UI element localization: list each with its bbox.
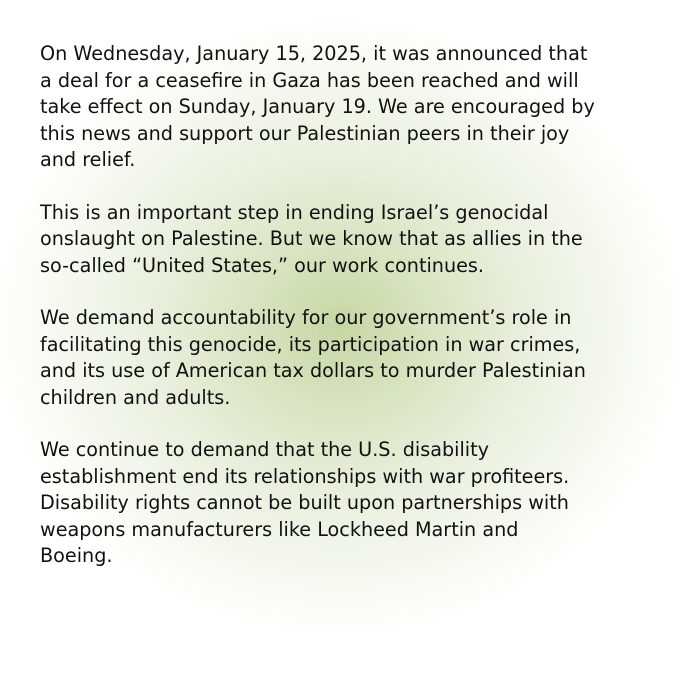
paragraph-ceasefire-announcement (40, 41, 660, 174)
text-line: Disability rights cannot be built upon partnerships with (40, 491, 569, 514)
text-line: take effect on Sunday, January 19. We are encouraged by (40, 95, 595, 118)
text-line: We continue to demand that the U.S. disability (40, 438, 490, 461)
text-line: We demand accountability for our government’s role in (40, 306, 572, 329)
text-line: and relief. (40, 148, 136, 171)
statement-text (40, 41, 660, 596)
text-line: establishment end its relationships with war profiteers. (40, 464, 570, 488)
text-line: facilitating this genocide, its participation in war crimes, (40, 332, 581, 356)
paragraph-accountability (40, 305, 660, 411)
text-line: On Wednesday, January 15, 2025, it was announced that (40, 42, 588, 65)
paragraph-disability-establishment (40, 437, 660, 570)
text-line: this news and support our Palestinian peers in their joy (40, 121, 570, 145)
paragraph-important-step (40, 200, 660, 280)
text-line: This is an important step in ending Israel’s genocidal (40, 200, 549, 224)
text-line: so-called “United States,” our work continues. (40, 253, 485, 277)
text-line: children and adults. (40, 385, 231, 409)
text-line: weapons manufacturers like Lockheed Martin and (40, 517, 519, 541)
text-line: onslaught on Palestine. But we know that as allies in the (40, 227, 583, 250)
text-line: Boeing. (40, 544, 113, 567)
text-line: a deal for a ceasefire in Gaza has been reached and will (40, 68, 579, 92)
text-line: and its use of American tax dollars to murder Palestinian (40, 359, 586, 382)
